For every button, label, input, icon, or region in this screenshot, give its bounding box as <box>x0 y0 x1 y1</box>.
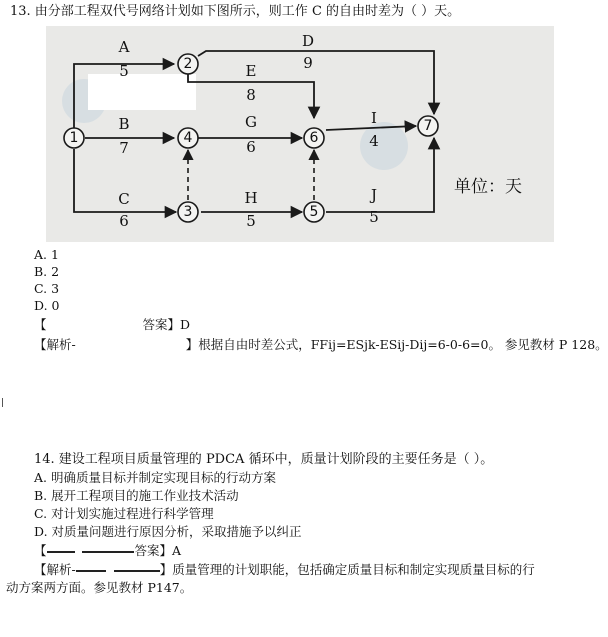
q14-analysis-line-2: 动方案两方面。参见教材 P147。 <box>6 580 193 595</box>
q14-analysis-redaction-2 <box>114 570 160 572</box>
q14-option-c: C. 对计划实施过程进行科学管理 <box>34 506 214 521</box>
redacted-area <box>88 74 196 110</box>
label-g-name: G <box>245 113 257 131</box>
q13-option-a: A. 1 <box>34 247 59 262</box>
q13-stem: 13. 由分部工程双代号网络计划如下图所示，则工作 C 的自由时差为（ ）天。 <box>10 4 461 19</box>
node-6 <box>304 128 324 148</box>
q13-analysis-text: 】根据自由时差公式，FFij=ESjk-ESij-Dij=6-0-6=0。 参见教材 P 128。 <box>185 337 608 352</box>
q14-stem: 14. 建设工程项目质量管理的 PDCA 循环中，质量计划阶段的主要任务是（ ）。 <box>34 452 494 467</box>
q13-option-d: D. 0 <box>34 298 60 313</box>
q13-option-b: B. 2 <box>34 264 60 279</box>
node-5 <box>304 202 324 222</box>
svg-text:6: 6 <box>309 130 319 146</box>
unit-label: 单位：天 <box>454 177 522 197</box>
q14-option-d: D. 对质量问题进行原因分析，采取措施予以纠正 <box>34 524 302 539</box>
label-e-duration: 8 <box>246 86 256 104</box>
q13-answer-value: D <box>180 317 191 332</box>
svg-text:4: 4 <box>183 130 193 146</box>
watermark-logo-right <box>360 122 408 170</box>
q13-analysis-prefix: 【解析- <box>34 337 76 352</box>
label-b-name: B <box>118 115 130 133</box>
q14-answer-value: A <box>171 543 182 558</box>
label-c-duration: 6 <box>119 212 129 230</box>
label-b-duration: 7 <box>119 139 129 157</box>
svg-text:5: 5 <box>309 204 319 220</box>
q13-answer-label: 答案】 <box>142 317 181 332</box>
svg-text:3: 3 <box>183 204 193 220</box>
q14-option-a: A. 明确质量目标并制定实现目标的行动方案 <box>34 470 276 485</box>
label-i-name: I <box>371 109 377 127</box>
q13-answer-bracket: 【 <box>34 317 47 332</box>
label-i-duration: 4 <box>369 132 379 150</box>
q14-answer-bracket: 【 <box>34 543 47 558</box>
node-2 <box>178 54 198 74</box>
q14-analysis-text: 】质量管理的计划职能，包括确定质量目标和制定实现质量目标的行 <box>159 562 535 577</box>
edge-mark <box>2 398 7 407</box>
q14-answer <box>34 543 181 559</box>
label-a-name: A <box>118 38 130 56</box>
label-d-duration: 9 <box>303 54 313 72</box>
svg-text:2: 2 <box>183 56 193 72</box>
label-a-duration: 5 <box>119 62 129 80</box>
node-1 <box>64 128 84 148</box>
label-h-duration: 5 <box>246 212 256 230</box>
label-j-name: J <box>370 186 378 204</box>
node-3 <box>178 202 198 222</box>
q14-answer-label: 答案】 <box>134 543 172 558</box>
q14-analysis <box>34 562 535 578</box>
label-c-name: C <box>118 190 130 208</box>
svg-text:1: 1 <box>69 130 79 146</box>
q14-analysis-redaction-1 <box>76 570 106 572</box>
network-diagram <box>46 26 554 242</box>
q14-answer-redaction-2 <box>82 551 134 553</box>
network-svg <box>46 26 554 242</box>
q13-answer <box>34 317 190 333</box>
svg-text:7: 7 <box>423 118 433 134</box>
label-d-name: D <box>301 32 315 50</box>
node-7 <box>418 116 438 136</box>
q14-analysis-prefix: 【解析- <box>34 562 76 577</box>
q13-analysis <box>34 337 608 353</box>
label-g-duration: 6 <box>246 138 256 156</box>
q14-option-b: B. 展开工程项目的施工作业技术活动 <box>34 488 239 503</box>
label-j-duration: 5 <box>369 208 379 226</box>
label-h-name: H <box>244 189 258 207</box>
label-e-name: E <box>245 62 257 80</box>
q14-answer-redaction-1 <box>47 551 75 553</box>
q13-option-c: C. 3 <box>34 281 60 296</box>
node-4 <box>178 128 198 148</box>
